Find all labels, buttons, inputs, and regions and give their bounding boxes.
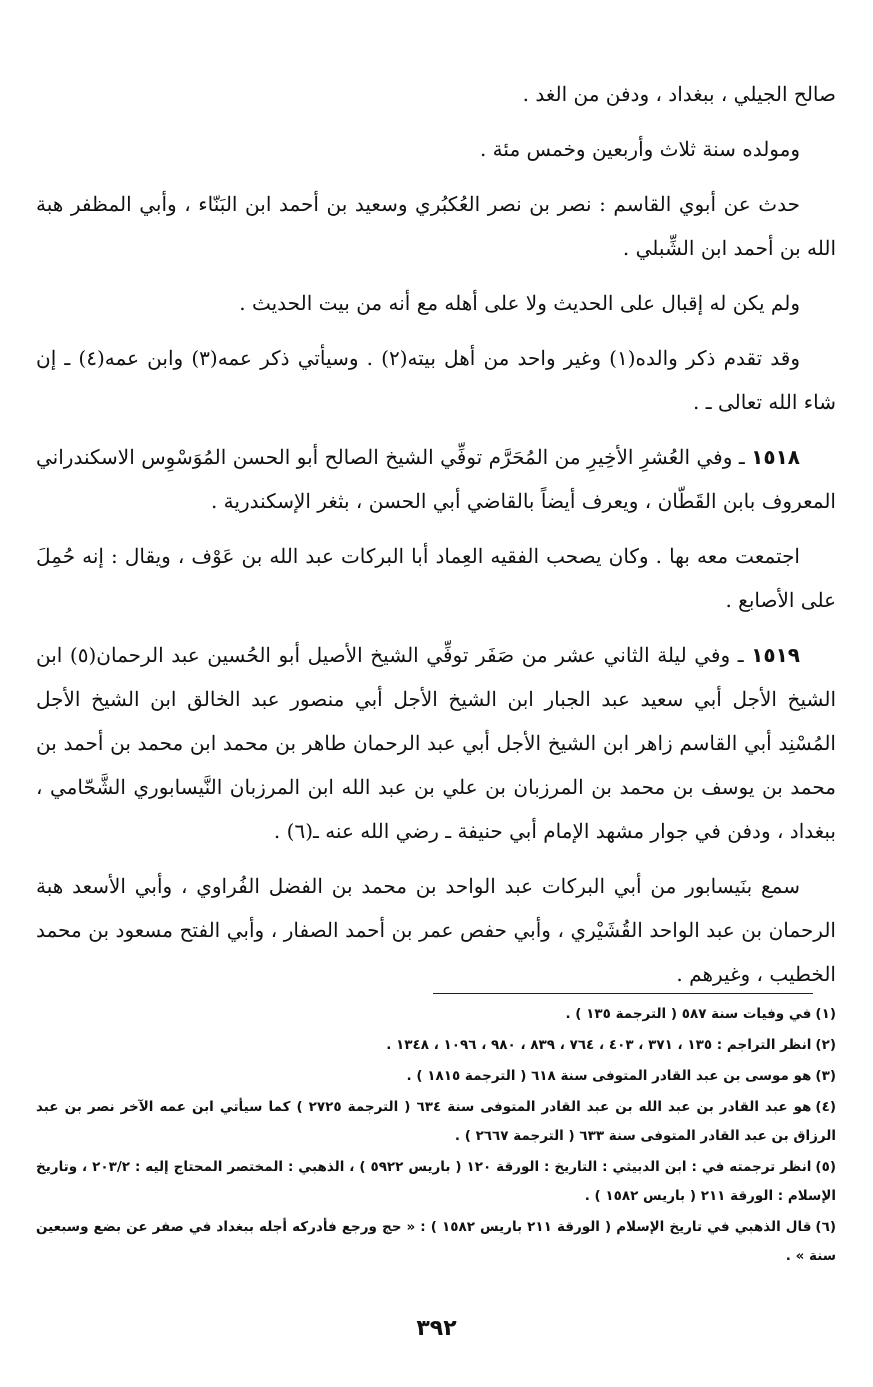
footnote-6 (36, 1213, 836, 1271)
footnote-number: (٦) (815, 1219, 836, 1235)
footnote-3 (36, 1062, 836, 1091)
footnote-text: هو عبد القادر بن عبد الله بن عبد القادر المتوفى سنة ٦٣٤ ( الترجمة ٢٧٢٥ ) كما سيأتي ابن عمه الآخر نصر بن عبد الرزاق بن عبد القادر المتوفى سنة ٦٣٣ ( الترجمة ٢٦٦٧ ) . (36, 1099, 836, 1144)
footnote-5 (36, 1153, 836, 1211)
entry-1519-paragraph: سمع بنَيسابور من أبي البركات عبد الواحد بن محمد بن الفضل الفُراوي ، وأبي الأسعد هبة الرحمان بن عبد الواحد القُشَيْري ، وأبي حفص عمر بن أحمد الصفار ، وأبي الفتح مسعود بن محمد الخطيب ، وغيرهم . (36, 874, 836, 986)
main-text (36, 72, 836, 1007)
footnote-number: (١) (815, 1006, 836, 1022)
footnote-text: قال الذهبي في تاريخ الإسلام ( الورقة ٢١١ باريس ١٥٨٢ ) : « حج ورجع فأدركه أجله ببغداد في صفر عن بضع وسبعين سنة » . (36, 1219, 836, 1264)
footnote-text: انظر التراجم : ١٣٥ ، ٣٧١ ، ٤٠٣ ، ٧٦٤ ، ٨٣٩ ، ٩٨٠ ، ١٠٩٦ ، ١٣٤٨ . (386, 1037, 812, 1053)
footnote-4 (36, 1093, 836, 1151)
footnote-1 (36, 1000, 836, 1029)
entry-1519-text: ـ وفي ليلة الثاني عشر من صَفَر توفِّي الشيخ الأصيل أبو الحُسين عبد الرحمان(٥) ابن الشيخ الأجل أبي سعيد عبد الجبار ابن الشيخ الأجل أبي منصور عبد الخالق ابن الشيخ الأجل المُسْنِد أبي القاسم زاهر ابن الشيخ الأجل أبي عبد الرحمان طاهر بن محمد ابن محمد بن أحمد بن محمد بن يوسف بن محمد بن المرزبان بن علي بن عبد الله ابن المرزبان النَّيسابوري الشَّحّامي ، ببغداد ، ودفن في جوار مشهد الإمام أبي حنيفة ـ رضي الله عنه ـ(٦) . (36, 643, 836, 843)
entry-1519 (36, 633, 836, 853)
paragraph-3: حدث عن أبوي القاسم : نصر بن نصر العُكبُري وسعيد بن أحمد ابن البَنّاء ، وأبي المظفر هبة الله بن أحمد ابن الشِّبلي . (36, 192, 836, 260)
entry-1518-number: ١٥١٨ (751, 445, 800, 469)
page-number: ٣٩٢ (416, 1316, 457, 1341)
footnote-2 (36, 1031, 836, 1060)
footnote-text: هو موسى بن عبد القادر المتوفى سنة ٦١٨ ( الترجمة ١٨١٥ ) . (406, 1068, 812, 1084)
footnote-number: (٥) (815, 1159, 836, 1175)
entry-1519-number: ١٥١٩ (751, 643, 800, 667)
footnote-divider (433, 993, 813, 994)
entry-1518-paragraph: اجتمعت معه بها . وكان يصحب الفقيه العِماد أبا البركات عبد الله بن عَوْف ، ويقال : إنه حُمِلَ على الأصابع . (36, 544, 836, 612)
paragraph-2: ومولده سنة ثلاث وأربعين وخمس مئة . (479, 137, 800, 161)
paragraph-4: ولم يكن له إقبال على الحديث ولا على أهله مع أنه من بيت الحديث . (239, 291, 800, 315)
entry-1518-text: ـ وفي العُشرِ الأخِيرِ من المُحَرَّم توفِّي الشيخ الصالح أبو الحسن المُوَسْوِس الاسكندراني المعروف بابن القَطّان ، ويعرف أيضاً بالقاضي أبي الحسن ، بثغر الإسكندرية . (36, 445, 836, 513)
paragraph-5: وقد تقدم ذكر والده(١) وغير واحد من أهل بيته(٢) . وسيأتي ذكر عمه(٣) وابن عمه(٤) ـ إن شاء الله تعالى ـ . (36, 346, 836, 414)
footnote-number: (٢) (815, 1037, 836, 1053)
footnote-number: (٣) (815, 1068, 836, 1084)
entry-1518 (36, 435, 836, 523)
footnotes (36, 1000, 836, 1273)
footnote-number: (٤) (815, 1099, 837, 1115)
paragraph-1: صالح الجيلي ، ببغداد ، ودفن من الغد . (522, 82, 836, 106)
footnote-text: في وفيات سنة ٥٨٧ ( الترجمة ١٣٥ ) . (565, 1006, 812, 1022)
footnote-text: انظر ترجمته في : ابن الدبيثي : التاريخ : الورقة ١٢٠ ( باريس ٥٩٢٢ ) ، الذهبي : المختصر المحتاج إليه : ٢٠٣/٢ ، وتاريخ الإسلام : الورقة ٢١١ ( باريس ١٥٨٢ ) . (36, 1159, 836, 1204)
